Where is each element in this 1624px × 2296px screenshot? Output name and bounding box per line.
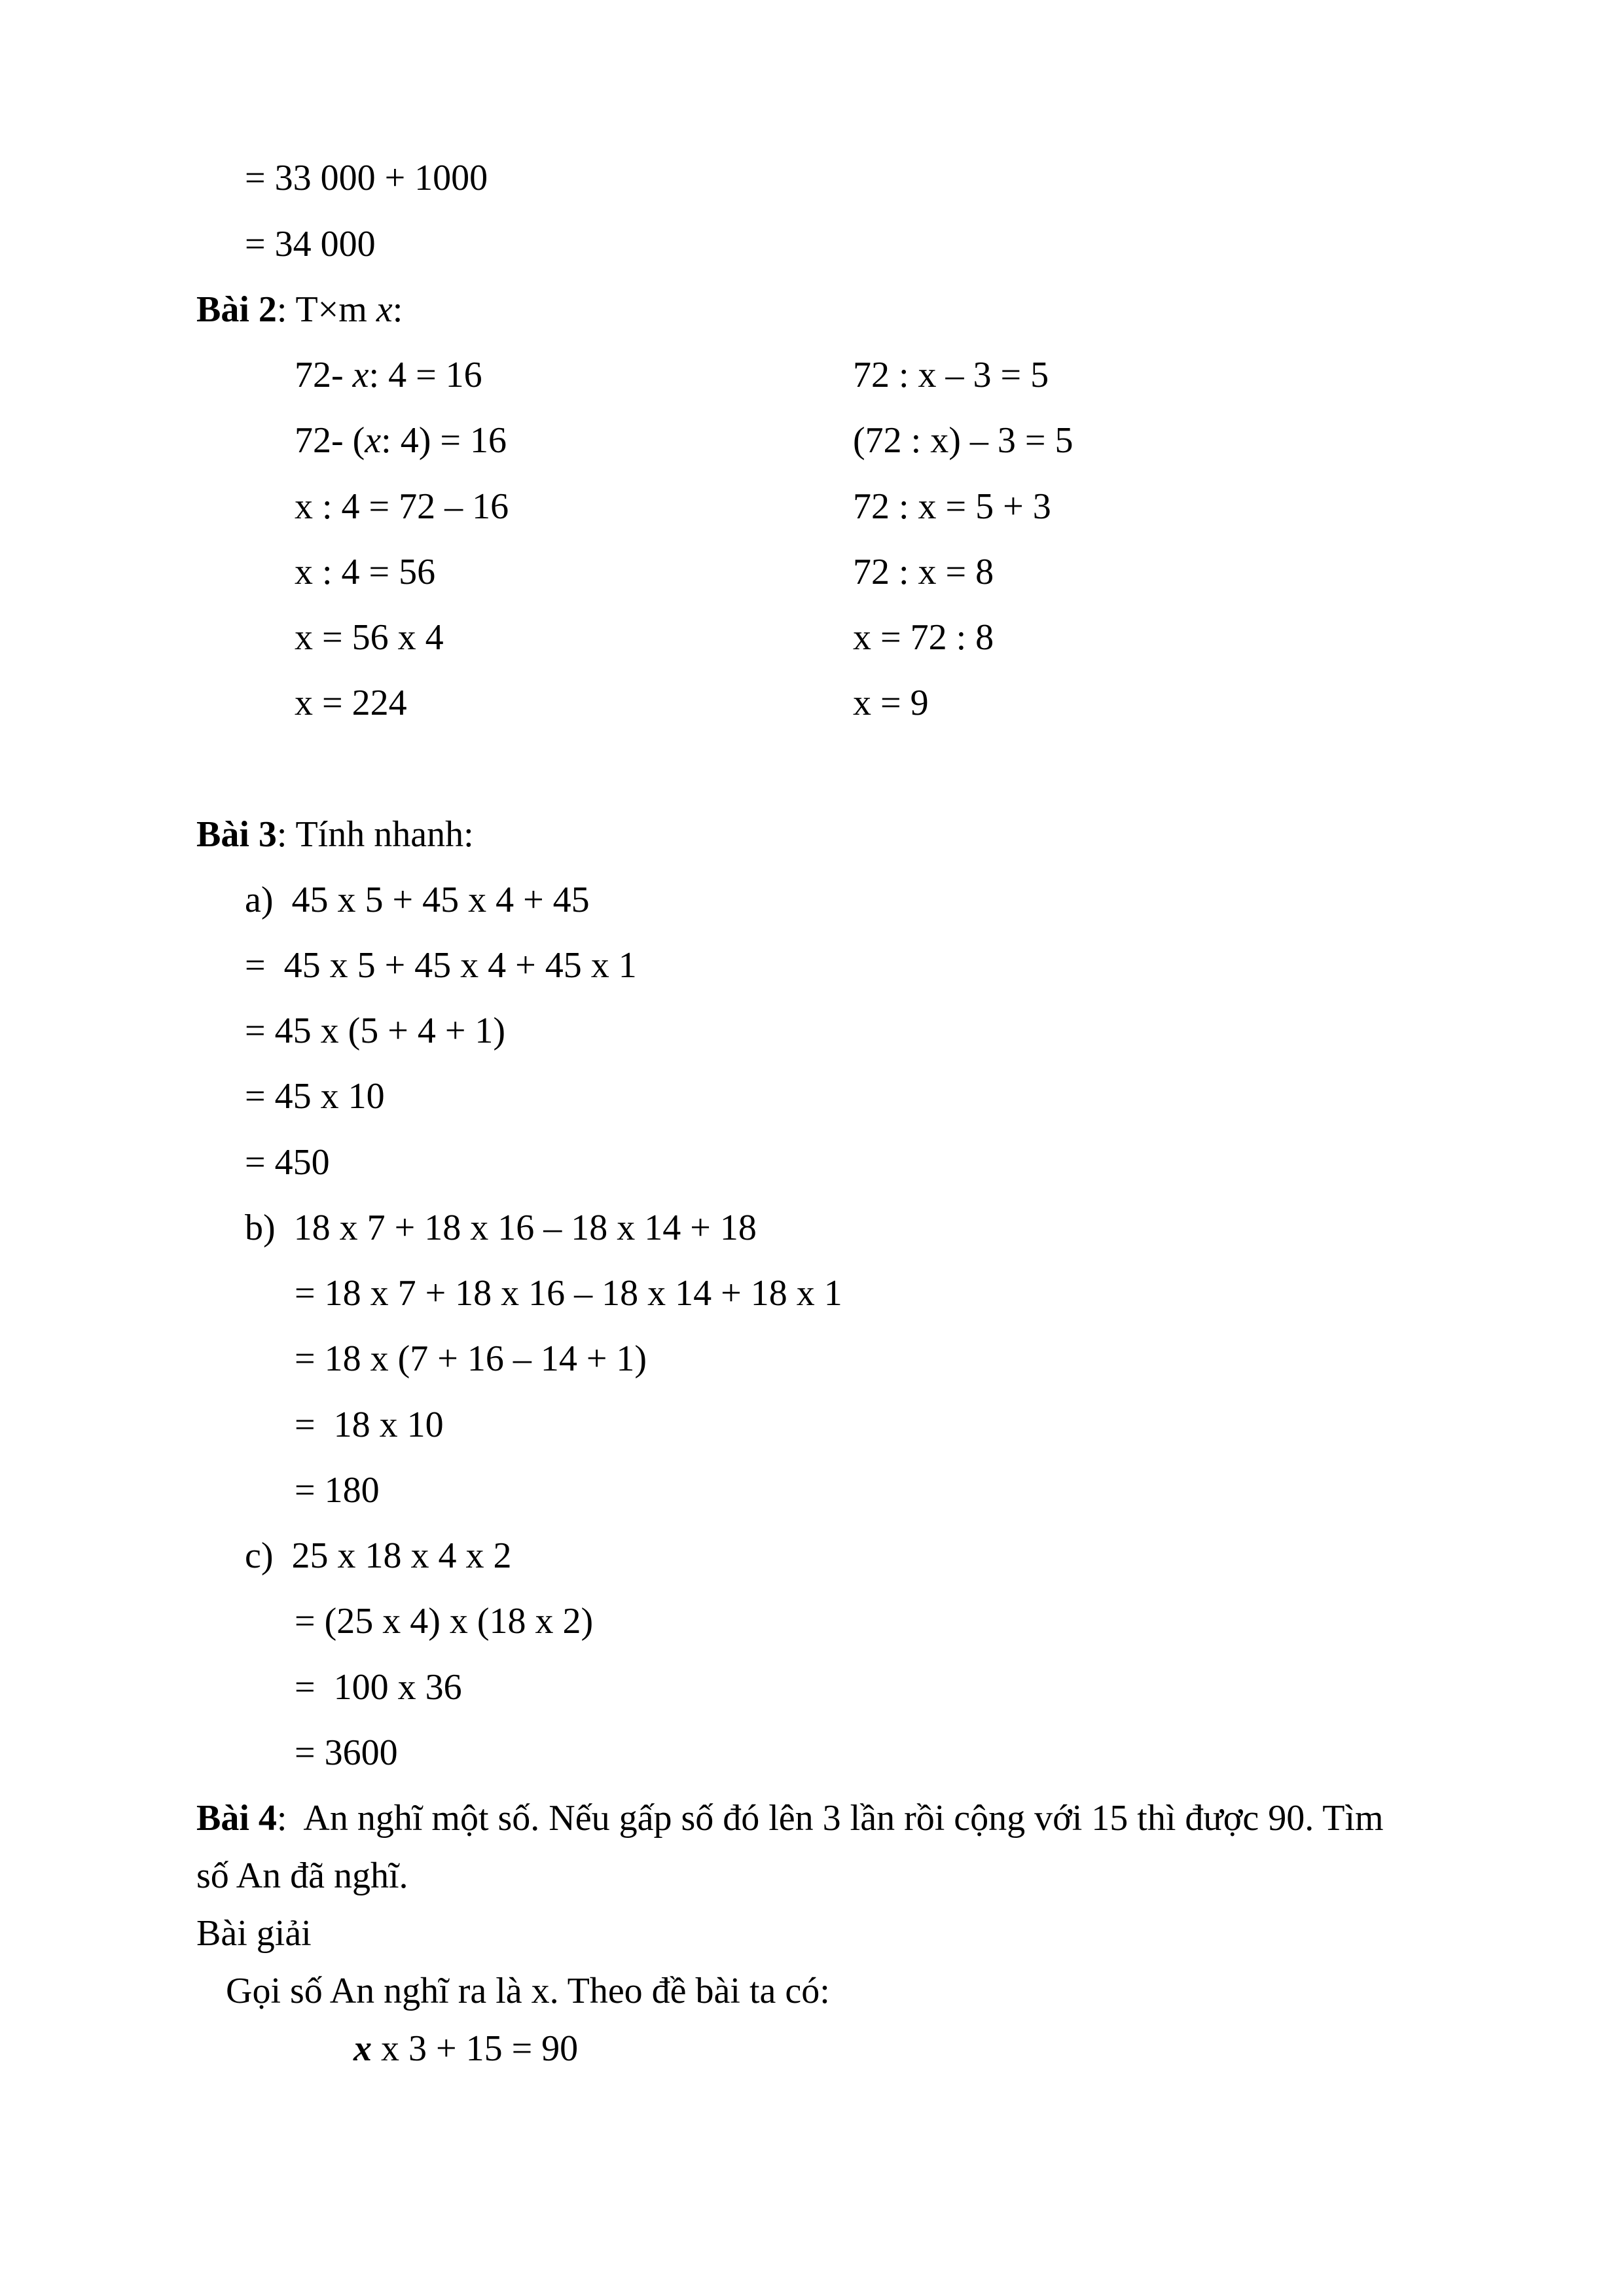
part-b-heading: b) 18 x 7 + 18 x 16 – 18 x 14 + 18 <box>245 1208 757 1248</box>
solution-heading: Bài giải <box>196 1913 312 1954</box>
equation-line: x x 3 + 15 = 90 <box>353 2028 579 2069</box>
part-c-line: = 100 x 36 <box>295 1667 462 1708</box>
solution-line: Gọi số An nghĩ ra là x. Theo đề bài ta có: <box>226 1971 830 2011</box>
exercise-label: Bài 3 <box>196 814 277 855</box>
solution-line-right: (72 : x) – 3 = 5 <box>853 420 1074 461</box>
exercise-label: Bài 2 <box>196 289 277 330</box>
solution-line-right: 72 : x = 8 <box>853 552 994 592</box>
part-b-line: = 180 <box>295 1470 380 1511</box>
calc-line: = 34 000 <box>245 224 376 264</box>
part-a-line: = 45 x 10 <box>245 1076 385 1117</box>
part-c-line: = (25 x 4) x (18 x 2) <box>295 1601 594 1641</box>
exercise-4-question-cont: số An đã nghĩ. <box>196 1856 408 1896</box>
solution-line-left: x = 56 x 4 <box>295 617 444 658</box>
solution-line-left: 72- x: 4 = 16 <box>295 355 482 395</box>
part-b-line: = 18 x (7 + 16 – 14 + 1) <box>295 1338 647 1379</box>
solution-line-right: 72 : x – 3 = 5 <box>853 355 1049 395</box>
solution-line-left: 72- (x: 4) = 16 <box>295 420 507 461</box>
part-b-line: = 18 x 10 <box>295 1405 444 1445</box>
solution-line-left: x = 224 <box>295 683 407 723</box>
exercise-4-question: Bài 4: An nghĩ một số. Nếu gấp số đó lên 3 lần rồi cộng với 15 thì được 90. Tìm <box>196 1798 1384 1839</box>
part-a-line: = 45 x 5 + 45 x 4 + 45 x 1 <box>245 945 637 986</box>
exercise-label: Bài 4 <box>196 1798 277 1839</box>
solution-line-right: x = 9 <box>853 683 929 723</box>
solution-line-left: x : 4 = 72 – 16 <box>295 486 509 527</box>
part-c-heading: c) 25 x 18 x 4 x 2 <box>245 1535 512 1576</box>
part-b-line: = 18 x 7 + 18 x 16 – 18 x 14 + 18 x 1 <box>295 1273 842 1314</box>
solution-line-right: x = 72 : 8 <box>853 617 994 658</box>
solution-line-right: 72 : x = 5 + 3 <box>853 486 1051 527</box>
part-a-line: = 450 <box>245 1142 330 1183</box>
part-a-line: a) 45 x 5 + 45 x 4 + 45 <box>245 880 590 920</box>
exercise-3-heading: Bài 3: Tính nhanh: <box>196 814 474 855</box>
part-a-line: = 45 x (5 + 4 + 1) <box>245 1011 506 1051</box>
calc-line: = 33 000 + 1000 <box>245 158 488 198</box>
part-c-line: = 3600 <box>295 1732 398 1773</box>
solution-line-left: x : 4 = 56 <box>295 552 436 592</box>
exercise-2-heading: Bài 2: T×m x: <box>196 289 403 330</box>
